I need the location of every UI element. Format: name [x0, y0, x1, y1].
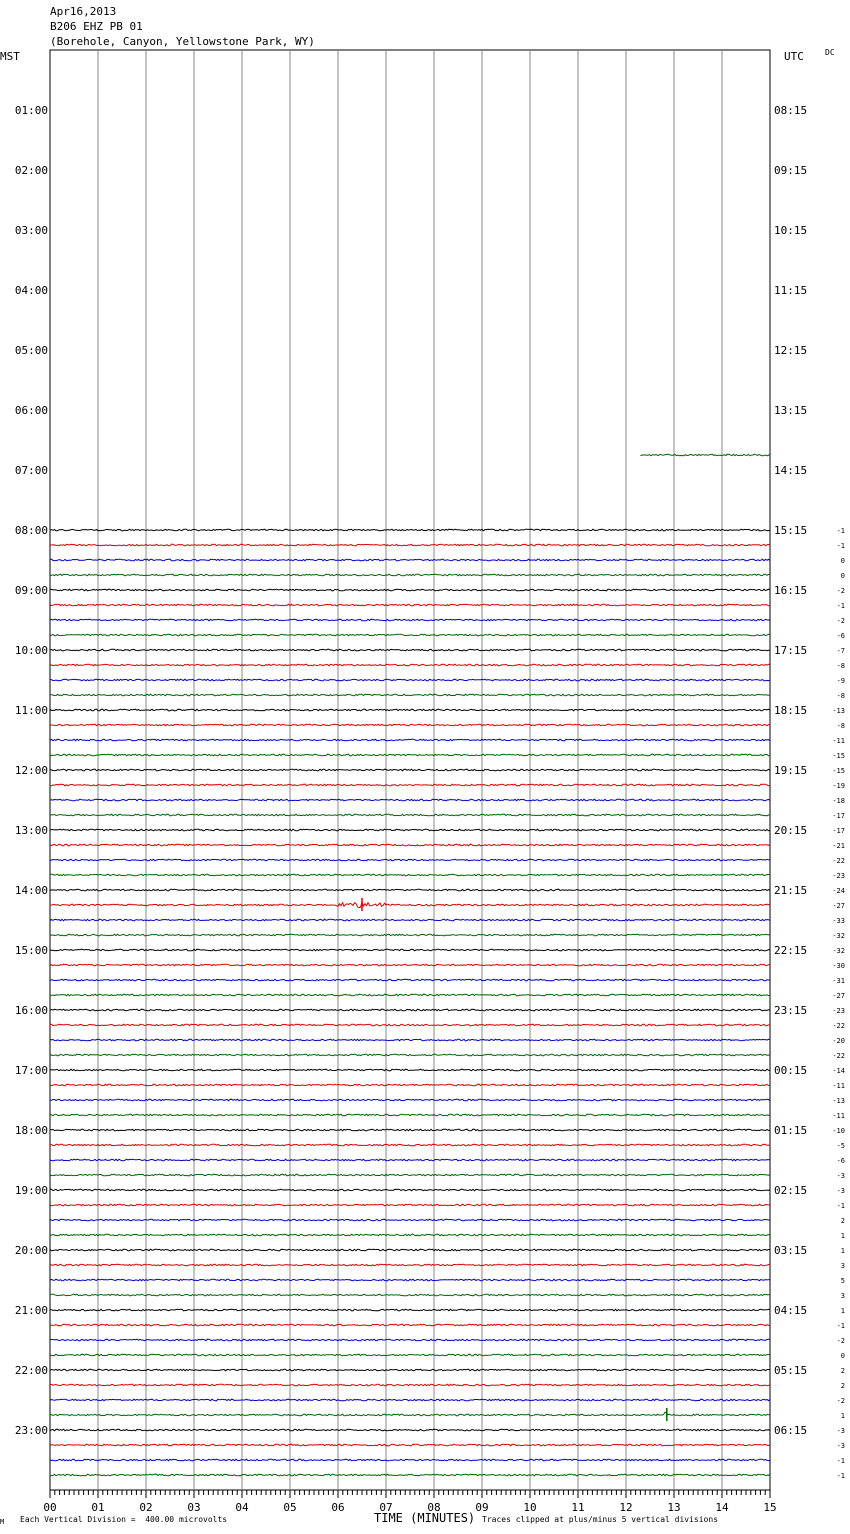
seismic-trace [50, 1474, 770, 1476]
utc-hour-label: 04:15 [774, 1304, 808, 1317]
utc-zone-label: UTC [784, 50, 804, 63]
dc-offset-label: 1 [840, 1307, 845, 1315]
utc-hour-label: 03:15 [774, 1244, 808, 1257]
dc-offset-label: -27 [832, 902, 845, 910]
footer-mark: M [0, 1518, 5, 1526]
mst-hour-label: 15:00 [14, 944, 48, 957]
utc-hour-label: 19:15 [774, 764, 808, 777]
x-tick-label: 15 [763, 1501, 777, 1514]
seismic-trace [50, 709, 770, 711]
mst-hour-label: 14:00 [14, 884, 48, 897]
dc-offset-label: -14 [832, 1067, 845, 1075]
seismic-trace [50, 1339, 770, 1341]
dc-offset-label: -6 [836, 632, 845, 640]
dc-offset-label: -23 [832, 1007, 845, 1015]
dc-offset-label: 0 [840, 572, 845, 580]
x-tick-label: 13 [667, 1501, 681, 1514]
x-tick-label: 04 [235, 1501, 249, 1514]
mst-hour-label: 17:00 [14, 1064, 48, 1077]
utc-hour-label: 08:15 [774, 104, 808, 117]
seismic-trace [50, 979, 770, 981]
utc-hour-label: 09:15 [774, 164, 808, 177]
x-tick-label: 08 [427, 1501, 441, 1514]
mst-hour-label: 07:00 [14, 464, 48, 477]
mst-hour-label: 19:00 [14, 1184, 48, 1197]
utc-hour-label: 00:15 [774, 1064, 808, 1077]
dc-offset-label: -9 [836, 677, 845, 685]
x-tick-label: 12 [619, 1501, 633, 1514]
dc-offset-label: -1 [836, 1472, 845, 1480]
seismic-trace [50, 694, 770, 696]
dc-offset-label: -22 [832, 1052, 845, 1060]
utc-hour-label: 21:15 [774, 884, 808, 897]
utc-hour-label: 06:15 [774, 1424, 808, 1437]
x-tick-label: 02 [139, 1501, 153, 1514]
dc-offset-label: -6 [836, 1157, 845, 1165]
seismic-trace [50, 902, 770, 907]
header-date: Apr16,2013 [50, 5, 117, 18]
seismic-trace [50, 1129, 770, 1131]
dc-offset-label: 0 [840, 1352, 845, 1360]
utc-hour-label: 15:15 [774, 524, 808, 537]
x-tick-label: 06 [331, 1501, 345, 1514]
seismic-trace [50, 1144, 770, 1146]
seismic-trace [50, 1354, 770, 1356]
seismic-trace [50, 649, 770, 651]
dc-offset-label: -2 [836, 1397, 845, 1405]
dc-offset-label: -2 [836, 1337, 845, 1345]
seismic-trace [50, 1159, 770, 1161]
seismic-trace [50, 1039, 770, 1041]
seismic-trace [50, 1294, 770, 1296]
mst-hour-label: 05:00 [14, 344, 48, 357]
seismic-trace [50, 724, 770, 726]
seismic-trace [50, 1189, 770, 1191]
dc-offset-label: -19 [832, 782, 845, 790]
seismic-trace [50, 754, 770, 756]
seismic-trace [50, 589, 770, 591]
mst-hour-label: 23:00 [14, 1424, 48, 1437]
seismic-trace [50, 964, 770, 966]
dc-offset-label: -11 [832, 1082, 845, 1090]
utc-hour-label: 20:15 [774, 824, 808, 837]
seismic-trace [50, 529, 770, 531]
dc-offset-label: -30 [832, 962, 845, 970]
dc-offset-label: -23 [832, 872, 845, 880]
seismic-trace [50, 1234, 770, 1236]
seismic-trace [50, 769, 770, 771]
dc-offset-label: 3 [840, 1292, 845, 1300]
dc-offset-label: -1 [836, 1202, 845, 1210]
footer-clip-note: Traces clipped at plus/minus 5 vertical divisions [482, 1515, 719, 1524]
header-station: B206 EHZ PB 01 [50, 20, 143, 33]
seismic-trace [50, 619, 770, 621]
utc-hour-label: 23:15 [774, 1004, 808, 1017]
mst-hour-label: 12:00 [14, 764, 48, 777]
dc-offset-label: 5 [840, 1277, 845, 1285]
utc-hour-label: 10:15 [774, 224, 808, 237]
dc-offset-label: 1 [840, 1232, 845, 1240]
dc-offset-label: -17 [832, 827, 845, 835]
seismic-trace [50, 994, 770, 996]
seismic-trace [50, 1459, 770, 1461]
utc-hour-label: 02:15 [774, 1184, 808, 1197]
seismic-trace [50, 1369, 770, 1371]
dc-offset-label: -32 [832, 947, 845, 955]
mst-hour-label: 11:00 [14, 704, 48, 717]
seismic-trace [50, 1444, 770, 1446]
mst-hour-label: 04:00 [14, 284, 48, 297]
seismic-trace [50, 1384, 770, 1386]
seismic-trace [50, 799, 770, 801]
x-tick-label: 14 [715, 1501, 729, 1514]
utc-hour-label: 16:15 [774, 584, 808, 597]
seismic-trace [50, 1174, 770, 1176]
seismic-trace [50, 1324, 770, 1326]
utc-hour-label: 17:15 [774, 644, 808, 657]
x-axis-title: TIME (MINUTES) [374, 1511, 476, 1525]
x-tick-label: 07 [379, 1501, 393, 1514]
seismic-trace [50, 634, 770, 636]
seismic-trace [50, 1024, 770, 1026]
seismic-trace [50, 1084, 770, 1086]
mst-hour-label: 16:00 [14, 1004, 48, 1017]
dc-offset-label: 2 [840, 1217, 845, 1225]
mst-hour-label: 06:00 [14, 404, 48, 417]
x-tick-label: 09 [475, 1501, 489, 1514]
seismic-trace [50, 949, 770, 951]
mst-hour-label: 08:00 [14, 524, 48, 537]
dc-offset-label: -27 [832, 992, 845, 1000]
seismic-trace [50, 604, 770, 606]
dc-offset-label: -15 [832, 767, 845, 775]
utc-hour-label: 11:15 [774, 284, 808, 297]
seismic-trace [50, 1099, 770, 1101]
utc-hour-label: 14:15 [774, 464, 808, 477]
dc-offset-label: -1 [836, 527, 845, 535]
dc-offset-label: 0 [840, 557, 845, 565]
seismic-trace [50, 559, 770, 561]
dc-offset-label: -15 [832, 752, 845, 760]
dc-offset-label: -21 [832, 842, 845, 850]
dc-offset-label: -32 [832, 932, 845, 940]
dc-offset-label: -20 [832, 1037, 845, 1045]
mst-hour-label: 22:00 [14, 1364, 48, 1377]
seismic-trace [50, 829, 770, 831]
seismic-trace [50, 1204, 770, 1206]
dc-offset-label: -1 [836, 1457, 845, 1465]
seismic-trace [50, 1279, 770, 1281]
dc-offset-label: -24 [832, 887, 845, 895]
seismic-trace [50, 874, 770, 876]
seismic-trace [50, 679, 770, 681]
dc-offset-label: -10 [832, 1127, 845, 1135]
utc-hour-label: 13:15 [774, 404, 808, 417]
seismic-trace [50, 1264, 770, 1266]
mst-hour-label: 20:00 [14, 1244, 48, 1257]
seismic-trace [50, 1009, 770, 1011]
utc-hour-label: 01:15 [774, 1124, 808, 1137]
mst-hour-label: 09:00 [14, 584, 48, 597]
dc-offset-label: -13 [832, 1097, 845, 1105]
dc-offset-label: 1 [840, 1412, 845, 1420]
seismic-trace [50, 664, 770, 666]
dc-offset-label: -3 [836, 1172, 845, 1180]
dc-offset-label: -8 [836, 722, 845, 730]
utc-hour-label: 12:15 [774, 344, 808, 357]
seismic-trace [50, 784, 770, 786]
mst-hour-label: 21:00 [14, 1304, 48, 1317]
dc-offset-label: -11 [832, 1112, 845, 1120]
x-tick-label: 05 [283, 1501, 297, 1514]
mst-hour-label: 10:00 [14, 644, 48, 657]
dc-offset-label: -31 [832, 977, 845, 985]
seismic-trace [50, 814, 770, 816]
seismic-trace [50, 1249, 770, 1251]
dc-offset-label: -33 [832, 917, 845, 925]
dc-offset-label: -7 [836, 647, 845, 655]
utc-hour-label: 05:15 [774, 1364, 808, 1377]
seismic-trace [50, 919, 770, 921]
seismic-trace [50, 1219, 770, 1221]
mst-hour-label: 18:00 [14, 1124, 48, 1137]
seismic-trace [50, 544, 770, 546]
dc-offset-label: -3 [836, 1427, 845, 1435]
dc-offset-label: -18 [832, 797, 845, 805]
mst-zone-label: MST [0, 50, 20, 63]
seismic-trace [50, 1309, 770, 1311]
seismic-trace [50, 1399, 770, 1401]
dc-offset-label: -1 [836, 602, 845, 610]
x-tick-label: 10 [523, 1501, 537, 1514]
x-tick-label: 00 [43, 1501, 57, 1514]
mst-hour-label: 13:00 [14, 824, 48, 837]
seismic-trace [50, 934, 770, 936]
dc-offset-label: -17 [832, 812, 845, 820]
seismic-trace [50, 844, 770, 846]
seismic-trace [50, 1429, 770, 1431]
dc-offset-label: -22 [832, 1022, 845, 1030]
x-tick-label: 11 [571, 1501, 585, 1514]
seismic-trace [50, 889, 770, 891]
header-location: (Borehole, Canyon, Yellowstone Park, WY) [50, 35, 315, 48]
seismic-trace [50, 1054, 770, 1056]
dc-label: DC [825, 48, 835, 57]
dc-offset-label: -13 [832, 707, 845, 715]
seismic-trace [50, 739, 770, 741]
dc-offset-label: -2 [836, 587, 845, 595]
dc-offset-label: -11 [832, 737, 845, 745]
mst-hour-label: 03:00 [14, 224, 48, 237]
dc-offset-label: -3 [836, 1187, 845, 1195]
dc-offset-label: 2 [840, 1382, 845, 1390]
seismic-trace [50, 1412, 770, 1416]
x-tick-label: 03 [187, 1501, 201, 1514]
seismic-trace [50, 1114, 770, 1116]
seismic-traces [50, 454, 845, 1480]
dc-offset-label: -1 [836, 542, 845, 550]
dc-offset-label: 2 [840, 1367, 845, 1375]
dc-offset-label: -22 [832, 857, 845, 865]
mst-hour-label: 01:00 [14, 104, 48, 117]
dc-offset-label: -8 [836, 692, 845, 700]
seismic-trace [50, 574, 770, 576]
dc-offset-label: -5 [836, 1142, 845, 1150]
dc-offset-label: -1 [836, 1322, 845, 1330]
seismic-trace [50, 1069, 770, 1071]
utc-hour-label: 18:15 [774, 704, 808, 717]
seismic-trace [50, 859, 770, 861]
dc-offset-label: -3 [836, 1442, 845, 1450]
utc-hour-label: 22:15 [774, 944, 808, 957]
dc-offset-label: -8 [836, 662, 845, 670]
seismic-trace-partial [640, 454, 769, 456]
dc-offset-label: 3 [840, 1262, 845, 1270]
footer-scale-note: Each Vertical Division = 400.00 microvolts [20, 1515, 228, 1524]
mst-hour-label: 02:00 [14, 164, 48, 177]
dc-offset-label: 1 [840, 1247, 845, 1255]
x-tick-label: 01 [91, 1501, 105, 1514]
dc-offset-label: -2 [836, 617, 845, 625]
